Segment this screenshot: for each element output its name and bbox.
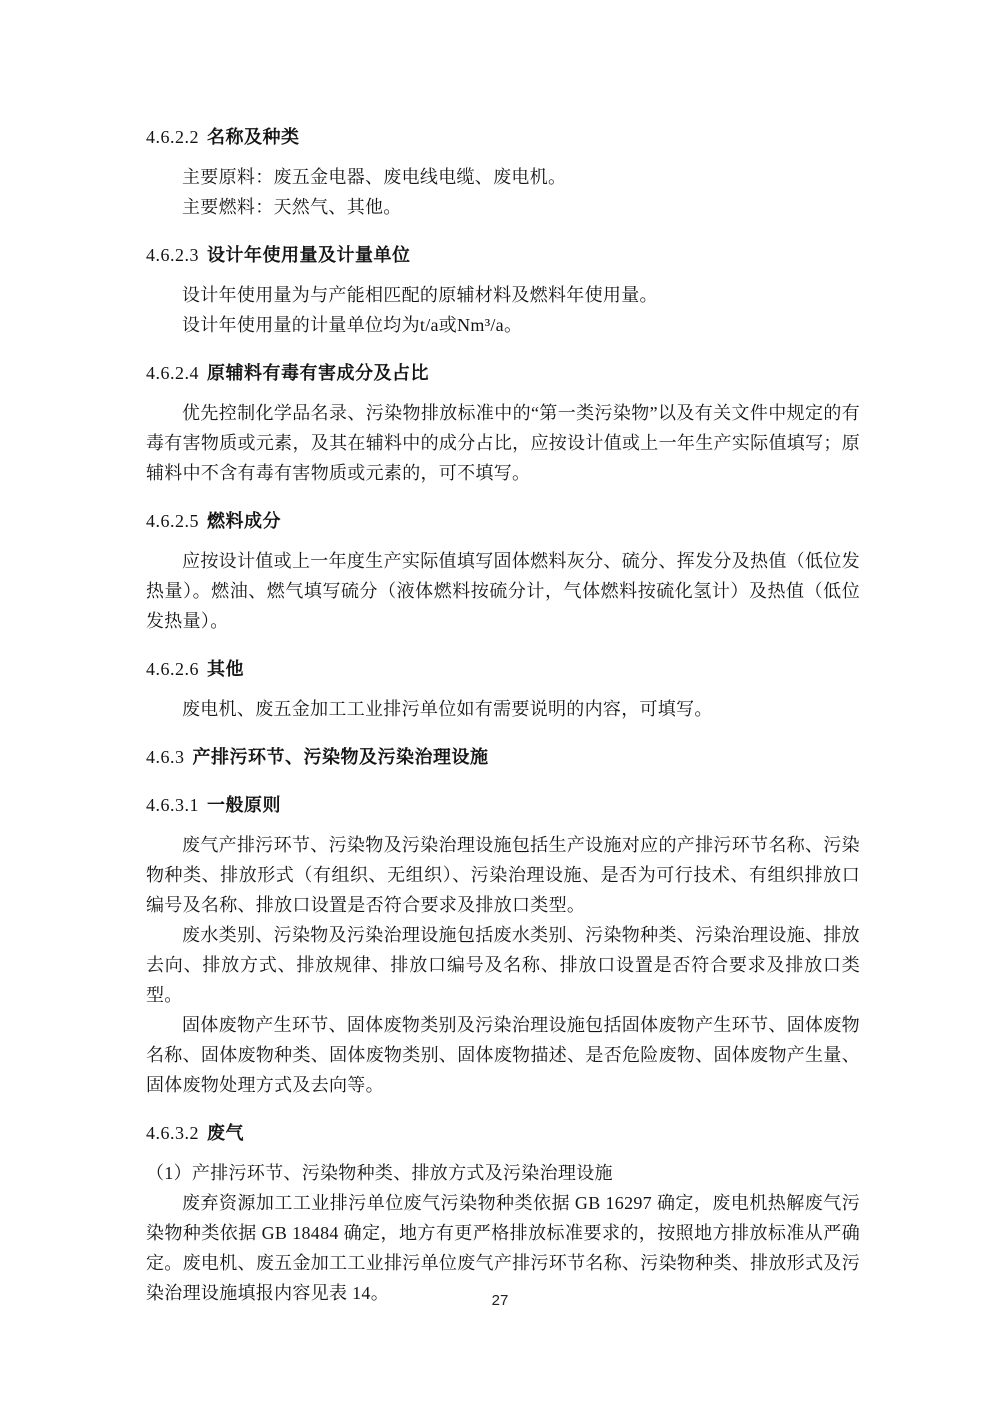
paragraph: 废电机、废五金加工工业排污单位如有需要说明的内容，可填写。: [182, 699, 713, 719]
paragraph: 废弃资源加工工业排污单位废气污染物种类依据 GB 16297 确定，废电机热解废气污染物种类依据 GB 18484 确定，地方有更严格排放标准要求的，按照地方排放标准从严确定。废电机、废五金加工工业排污单位废气产排污环节名称、污染物种类、排放形式及污染治理设施填报内容见表 14。: [146, 1193, 860, 1303]
paragraph: 优先控制化学品名录、污染物排放标准中的“第一类污染物”以及有关文件中规定的有毒有害物质或元素，及其在辅料中的成分占比，应按设计值或上一年生产实际值填写；原辅料中不含有毒有害物质或元素的，可不填写。: [146, 403, 860, 483]
heading-number: 4.6.3.2: [146, 1123, 199, 1143]
heading-title: 名称及种类: [207, 127, 300, 147]
page-number: 27: [491, 1292, 509, 1309]
heading-4-6-2-4: [146, 358, 860, 388]
heading-4-6-2-2: [146, 122, 860, 152]
heading-title: 产排污环节、污染物及污染治理设施: [192, 747, 489, 767]
paragraph: 废气产排污环节、污染物及污染治理设施包括生产设施对应的产排污环节名称、污染物种类、排放形式（有组织、无组织）、污染治理设施、是否为可行技术、有组织排放口编号及名称、排放口设置是否符合要求及排放口类型。: [146, 835, 860, 915]
heading-number: 4.6.2.2: [146, 127, 199, 147]
heading-title: 设计年使用量及计量单位: [207, 245, 411, 265]
heading-4-6-2-6: [146, 654, 860, 684]
paragraph: 设计年使用量的计量单位均为t/a或Nm³/a。: [182, 315, 523, 335]
heading-number: 4.6.3: [146, 747, 185, 767]
heading-number: 4.6.2.5: [146, 511, 199, 531]
paragraph: 主要原料：废五金电器、废电线电缆、废电机。: [182, 167, 567, 187]
numbered-item-label: （1）产排污环节、污染物种类、排放方式及污染治理设施: [146, 1163, 613, 1183]
heading-number: 4.6.2.6: [146, 659, 199, 679]
heading-title: 其他: [207, 659, 244, 679]
heading-number: 4.6.3.1: [146, 795, 199, 815]
paragraph: 固体废物产生环节、固体废物类别及污染治理设施包括固体废物产生环节、固体废物名称、固体废物种类、固体废物类别、固体废物描述、是否危险废物、固体废物产生量、固体废物处理方式及去向等。: [146, 1015, 860, 1095]
heading-4-6-3-2: [146, 1118, 860, 1148]
paragraph: 设计年使用量为与产能相匹配的原辅材料及燃料年使用量。: [182, 285, 658, 305]
paragraph: 废水类别、污染物及污染治理设施包括废水类别、污染物种类、污染治理设施、排放去向、排放方式、排放规律、排放口编号及名称、排放口设置是否符合要求及排放口类型。: [146, 925, 860, 1005]
heading-title: 燃料成分: [207, 511, 281, 531]
heading-title: 一般原则: [207, 795, 281, 815]
heading-4-6-3-1: [146, 790, 860, 820]
heading-title: 废气: [207, 1123, 244, 1143]
heading-title: 原辅料有毒有害成分及占比: [207, 363, 429, 383]
heading-number: 4.6.2.4: [146, 363, 199, 383]
heading-4-6-2-3: [146, 240, 860, 270]
heading-4-6-2-5: [146, 506, 860, 536]
heading-number: 4.6.2.3: [146, 245, 199, 265]
heading-4-6-3: [146, 742, 860, 772]
paragraph: 应按设计值或上一年度生产实际值填写固体燃料灰分、硫分、挥发分及热值（低位发热量）。燃油、燃气填写硫分（液体燃料按硫分计，气体燃料按硫化氢计）及热值（低位发热量）。: [146, 551, 860, 631]
document-body: [146, 122, 860, 1308]
paragraph: 主要燃料：天然气、其他。: [182, 197, 402, 217]
